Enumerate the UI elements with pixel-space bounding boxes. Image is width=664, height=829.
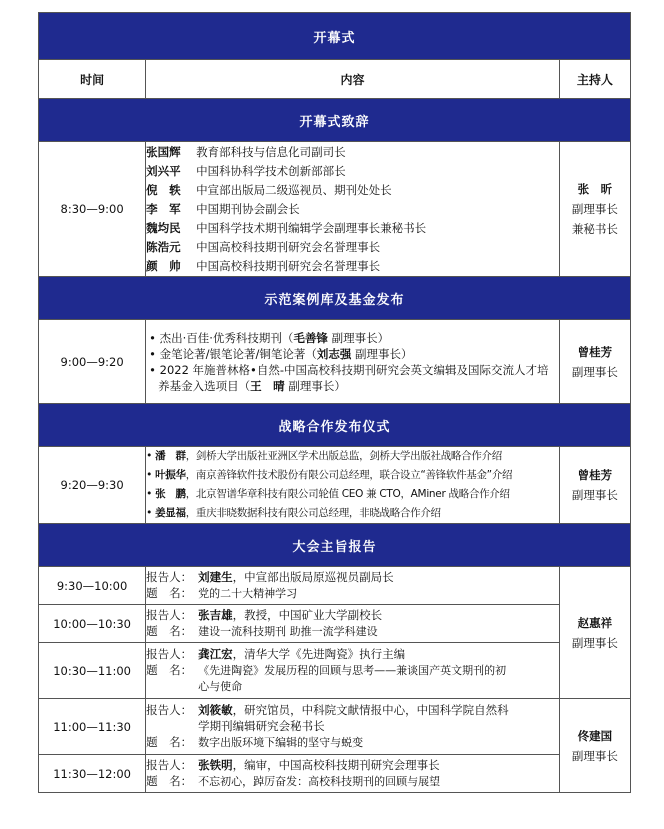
item-text: ，南京善锋软件技术股份有限公司总经理，联合设立“善锋软件基金”介绍 — [185, 469, 513, 481]
speaker-name: 颜 帅 — [146, 258, 181, 273]
item-suffix: 副理事长） — [284, 378, 346, 393]
list-item: • 张 鹏 ，北京智谱华章科技有限公司轮值 CEO 兼 CTO，AMiner 战略合作介绍 — [146, 485, 559, 504]
reporter-label: 报告人： — [146, 703, 193, 717]
list-item: • 姜显福 ，重庆非晓数据科技有限公司总经理，非晓战略合作介绍 — [146, 504, 559, 523]
report-cell — [146, 605, 560, 643]
speaker-line — [146, 219, 559, 238]
reporter-name: 张铁明 — [198, 758, 233, 772]
item-suffix: 副理事长） — [351, 346, 413, 361]
report-cell — [146, 643, 560, 699]
list-item: • 金笔论著/银笔论著/铜笔论著（刘志强 副理事长） — [149, 346, 413, 361]
time-cell: 11:00—11:30 — [39, 699, 146, 755]
time-cell: 8:30—9:00 — [39, 142, 146, 277]
host-name: 曾桂芳 — [577, 468, 613, 482]
report-topic: 建设一流科技期刊 助推一流学科建设 — [198, 625, 378, 638]
topic-label: 题 名： — [146, 586, 193, 600]
section-title: 开幕式致辞 — [39, 99, 631, 142]
time-cell: 11:30—12:00 — [39, 755, 146, 793]
host-name: 曾桂芳 — [577, 344, 613, 359]
topic-label: 题 名： — [146, 624, 193, 638]
item-person: 王 晴 — [250, 378, 285, 393]
host-name: 佟建国 — [577, 728, 613, 743]
speaker-name: 张国辉 — [146, 144, 181, 159]
host-cell — [559, 699, 630, 793]
host-cell — [559, 320, 630, 404]
list-item: • 叶振华 ，南京善锋软件技术股份有限公司总经理，联合设立“善锋软件基金”介绍 — [146, 466, 559, 485]
item-list — [146, 320, 560, 404]
reporter-label: 报告人： — [146, 647, 193, 661]
schedule-table — [38, 12, 631, 793]
speaker-list — [146, 142, 560, 277]
report-topic-cont: 心与使命 — [198, 680, 243, 693]
speaker-role: 中国期刊协会副会长 — [196, 201, 300, 216]
reporter-desc-cont: 学期刊编辑研究会秘书长 — [198, 719, 325, 733]
host-name: 赵惠祥 — [577, 615, 613, 630]
speaker-line — [146, 162, 559, 181]
topic-label: 题 名： — [146, 774, 193, 788]
item-text: ，剑桥大学出版社亚洲区学术出版总监，剑桥大学出版社战略合作介绍 — [185, 450, 502, 462]
item-text: 杰出·百佳·优秀科技期刊（ — [159, 330, 294, 345]
list-item: • 杰出·百佳·优秀科技期刊（毛善锋 副理事长） — [149, 330, 390, 345]
header-content: 内容 — [146, 60, 560, 99]
item-person: 潘 群 — [155, 450, 186, 462]
speaker-line — [146, 181, 559, 200]
speaker-role: 中国科学技术期刊编辑学会副理事长兼秘书长 — [196, 220, 427, 235]
report-row — [39, 699, 631, 755]
speaker-name: 李 军 — [146, 201, 181, 216]
item-text: ，重庆非晓数据科技有限公司总经理，非晓战略合作介绍 — [185, 507, 441, 519]
section-header — [39, 524, 631, 567]
item-person: 毛善锋 — [293, 330, 328, 345]
speaker-name: 魏均民 — [146, 220, 181, 235]
item-text: ，北京智谱华章科技有限公司轮值 CEO 兼 CTO，AMiner 战略合作介绍 — [185, 488, 510, 500]
item-suffix: 副理事长） — [327, 330, 390, 345]
section-row — [39, 320, 631, 404]
speaker-name: 陈浩元 — [146, 239, 181, 254]
host-title: 副理事长 — [571, 748, 618, 763]
page-title: 开幕式 — [39, 13, 631, 60]
section-header — [39, 404, 631, 447]
speaker-name: 刘兴平 — [146, 163, 181, 178]
host-title: 副理事长 — [571, 202, 618, 216]
item-person: 叶振华 — [155, 469, 186, 481]
speaker-line — [146, 143, 559, 162]
time-cell: 9:00—9:20 — [39, 320, 146, 404]
item-person: 姜显福 — [155, 507, 186, 519]
host-cell — [559, 567, 630, 699]
report-topic: 《先进陶瓷》发展历程的回顾与思考——兼谈国产英文期刊的初 — [198, 664, 507, 677]
report-topic: 数字出版环境下编辑的坚守与蜕变 — [198, 736, 364, 749]
time-cell: 9:30—10:00 — [39, 567, 146, 605]
host-cell — [559, 447, 630, 524]
list-item: • 2022 年施普林格•自然-中国高校科技期刊研究会英文编辑及国际交流人才培养基金入选项目（王 晴 副理事长） — [149, 362, 549, 393]
reporter-label: 报告人： — [146, 758, 193, 772]
time-cell: 10:00—10:30 — [39, 605, 146, 643]
section-header — [39, 277, 631, 320]
reporter-desc: ，编审，中国高校科技期刊研究会理事长 — [232, 758, 440, 772]
list-item: • 潘 群 ，剑桥大学出版社亚洲区学术出版总监，剑桥大学出版社战略合作介绍 — [146, 447, 559, 466]
host-title: 副理事长 — [571, 635, 618, 650]
item-text: 2022 年施普林格•自然-中国高校科技期刊研究会英文编辑及国际交流人才培养基金入选项目（ — [158, 362, 549, 393]
item-person: 刘志强 — [316, 346, 352, 361]
header-row — [39, 60, 631, 99]
reporter-name: 龚江宏 — [198, 647, 233, 661]
host-name: 张 昕 — [577, 182, 613, 196]
section-title: 示范案例库及基金发布 — [39, 277, 631, 320]
reporter-desc: ，研究馆员，中科院文献情报中心，中国科学院自然科 — [232, 703, 509, 717]
report-row — [39, 643, 631, 699]
reporter-desc: ，中宣部出版局原巡视员副局长 — [232, 570, 394, 584]
reporter-label: 报告人： — [146, 608, 193, 622]
reporter-desc: ，教授，中国矿业大学副校长 — [232, 608, 383, 622]
reporter-name: 张吉雄 — [198, 608, 233, 622]
host-title: 副理事长 — [571, 488, 618, 502]
reporter-label: 报告人： — [146, 570, 193, 584]
host-title: 兼秘书长 — [571, 222, 618, 236]
speaker-role: 中国高校科技期刊研究会名誉理事长 — [196, 239, 381, 254]
section-title: 大会主旨报告 — [39, 524, 631, 567]
report-topic: 不忘初心，踔厉奋发：高校科技期刊的回顾与展望 — [198, 775, 441, 788]
item-person: 张 鹏 — [155, 488, 186, 500]
speaker-line — [146, 257, 559, 276]
header-host: 主持人 — [559, 60, 630, 99]
header-time: 时间 — [39, 60, 146, 99]
reporter-name: 刘建生 — [198, 570, 233, 584]
section-title: 战略合作发布仪式 — [39, 404, 631, 447]
item-text: 金笔论著/银笔论著/铜笔论著（ — [159, 346, 317, 361]
reporter-name: 刘筱敏 — [198, 703, 233, 717]
speaker-role: 中国科协科学技术创新部部长 — [196, 163, 346, 178]
report-cell — [146, 699, 560, 755]
speaker-line — [146, 238, 559, 257]
report-row — [39, 755, 631, 793]
speaker-role: 教育部科技与信息化司副司长 — [196, 144, 346, 159]
speaker-name: 倪 轶 — [146, 182, 181, 197]
speaker-role: 中宣部出版局二级巡视员、期刊处处长 — [196, 182, 392, 197]
host-title: 副理事长 — [571, 364, 618, 379]
section-row — [39, 447, 631, 524]
section-header — [39, 99, 631, 142]
topic-label: 题 名： — [146, 663, 193, 677]
report-cell — [146, 755, 560, 793]
item-list — [146, 447, 560, 524]
speaker-role: 中国高校科技期刊研究会名誉理事长 — [196, 258, 381, 273]
topic-label: 题 名： — [146, 735, 193, 749]
report-topic: 党的二十大精神学习 — [198, 587, 298, 600]
reporter-desc: ，清华大学《先进陶瓷》执行主编 — [232, 647, 406, 661]
report-cell — [146, 567, 560, 605]
report-row — [39, 567, 631, 605]
host-cell — [559, 142, 630, 277]
time-cell: 9:20—9:30 — [39, 447, 146, 524]
speaker-line — [146, 200, 559, 219]
title-row — [39, 13, 631, 60]
section-row — [39, 142, 631, 277]
time-cell: 10:30—11:00 — [39, 643, 146, 699]
report-row — [39, 605, 631, 643]
